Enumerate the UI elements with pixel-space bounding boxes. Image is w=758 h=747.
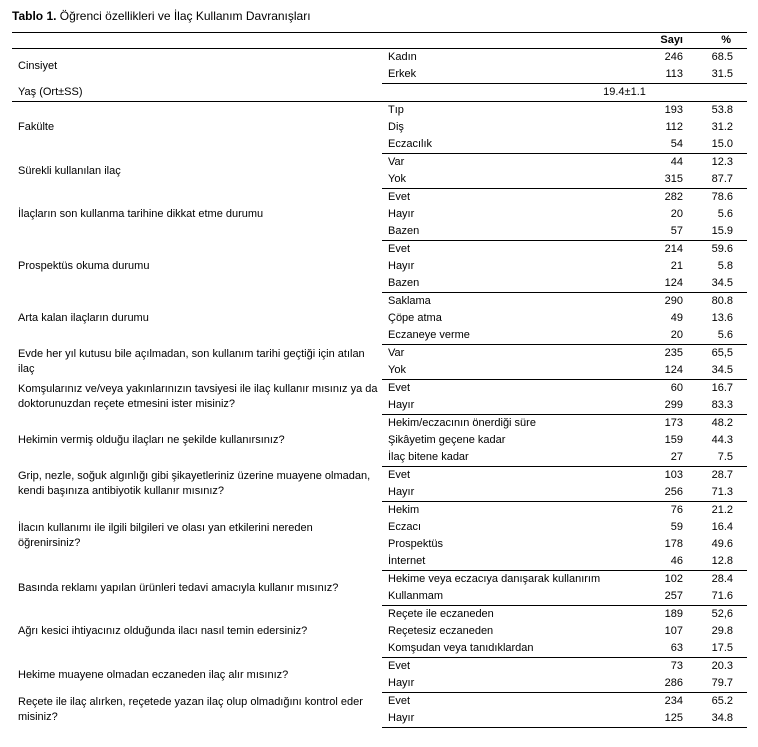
count-cell: 112 xyxy=(665,121,683,133)
table-row-group xyxy=(12,415,747,467)
option-cell: Hayır xyxy=(382,397,637,415)
percent-cell: 65,5 xyxy=(711,347,733,359)
percent-cell: 16.7 xyxy=(711,382,733,394)
option-cell: Diş xyxy=(388,121,404,133)
count-cell: 193 xyxy=(664,104,683,116)
percent-cell: 16.4 xyxy=(711,521,733,533)
table-row xyxy=(12,571,747,589)
count-cell: 113 xyxy=(637,66,693,84)
count-cell: 59 xyxy=(670,521,683,533)
count-cell: 235 xyxy=(664,347,683,359)
table-row xyxy=(12,693,747,711)
table-row xyxy=(12,658,747,676)
percent-cell: 87.7 xyxy=(693,171,747,189)
percent-cell: 59.6 xyxy=(711,243,733,255)
option-cell: Bazen xyxy=(382,223,637,241)
table-row xyxy=(12,49,747,67)
question-cell: Komşularınız ve/veya yakınlarınızın tavsiyesi ile ilaç kullanır mısınız ya da doktorunuzdan reçete etmesini ister misiniz? xyxy=(18,383,378,410)
question-cell: Reçete ile ilaç alırken, reçetede yazan ilaç olup olmadığını kontrol eder misiniz? xyxy=(18,696,363,723)
table-row-group xyxy=(12,693,747,728)
percent-cell: 12.3 xyxy=(711,156,733,168)
option-cell: Komşudan veya tanıdıklardan xyxy=(382,640,637,658)
option-cell: Şikâyetim geçene kadar xyxy=(388,434,506,446)
table-title xyxy=(12,8,746,24)
option-cell: Bazen xyxy=(382,275,637,293)
option-cell: Saklama xyxy=(388,295,431,307)
count-cell: 107 xyxy=(664,625,683,637)
table-row-group xyxy=(12,467,747,502)
option-cell: Evet xyxy=(388,191,411,203)
header-percent: % xyxy=(693,33,747,49)
count-cell: 178 xyxy=(664,538,683,550)
percent-cell: 34.8 xyxy=(693,710,747,728)
percent-cell: 29.8 xyxy=(711,625,733,637)
count-cell: 73 xyxy=(670,660,683,672)
option-cell: Hayır xyxy=(388,208,415,220)
count-cell: 299 xyxy=(637,397,693,415)
percent-cell: 80.8 xyxy=(711,295,733,307)
option-cell: Reçetesiz eczaneden xyxy=(388,625,494,637)
question-cell: Cinsiyet xyxy=(18,59,58,72)
option-cell: Hekime veya eczacıya danışarak kullanırım xyxy=(388,573,601,585)
option-cell: Yok xyxy=(382,362,637,380)
option-cell: Tıp xyxy=(388,104,404,116)
count-cell: 54 xyxy=(637,136,693,154)
option-cell: Evet xyxy=(388,243,411,255)
count-cell: 290 xyxy=(664,295,683,307)
percent-cell: 12.8 xyxy=(693,553,747,571)
table-row-group xyxy=(12,380,747,415)
table-row-group xyxy=(12,571,747,606)
count-cell: 57 xyxy=(637,223,693,241)
percent-cell: 13.6 xyxy=(711,312,733,324)
count-cell: 103 xyxy=(664,469,683,481)
percent-cell: 79.7 xyxy=(693,675,747,693)
header-empty-option xyxy=(382,33,637,49)
question-cell: Evde her yıl kutusu bile açılmadan, son kullanım tarihi geçtiği için atılan ilaç xyxy=(18,348,365,375)
count-cell: 173 xyxy=(664,417,683,429)
count-cell: 21 xyxy=(670,260,683,272)
table-row-group xyxy=(12,49,747,84)
count-cell: 214 xyxy=(664,243,683,255)
percent-cell: 28.7 xyxy=(711,469,733,481)
option-cell: Eczaneye verme xyxy=(382,327,637,345)
option-cell: Var xyxy=(388,156,405,168)
table-row-group xyxy=(12,502,747,571)
option-cell: Reçete ile eczaneden xyxy=(388,608,494,620)
percent-cell: 15.0 xyxy=(693,136,747,154)
percent-cell: 5.6 xyxy=(693,327,747,345)
table-header xyxy=(12,33,747,49)
option-cell: Evet xyxy=(388,469,411,481)
percent-cell: 7.5 xyxy=(693,449,747,467)
option-cell: Hekim/eczacının önerdiği süre xyxy=(388,417,536,429)
data-table xyxy=(12,32,747,728)
count-cell: 102 xyxy=(664,573,683,585)
question-cell: Hekimin vermiş olduğu ilaçları ne şekilde kullanırsınız? xyxy=(18,434,285,446)
count-cell: 246 xyxy=(664,51,683,63)
option-cell: Hayır xyxy=(382,710,637,728)
count-cell: 49 xyxy=(670,312,683,324)
table-row xyxy=(12,102,747,120)
table-row xyxy=(12,502,747,520)
table-row-group xyxy=(12,189,747,241)
percent-cell: 71.3 xyxy=(693,484,747,502)
count-cell: 60 xyxy=(670,382,683,394)
percent-cell: 71.6 xyxy=(693,588,747,606)
count-cell: 189 xyxy=(664,608,683,620)
count-cell: 125 xyxy=(637,710,693,728)
percent-cell: 78.6 xyxy=(711,191,733,203)
table-row xyxy=(12,467,747,485)
option-cell: Eczacı xyxy=(388,521,422,533)
option-cell: Evet xyxy=(388,660,411,672)
option-cell: Yok xyxy=(382,171,637,189)
option-cell: Kullanmam xyxy=(382,588,637,606)
option-cell: Hayır xyxy=(388,260,415,272)
table-number: Tablo 1. xyxy=(12,9,57,23)
header-count: Sayı xyxy=(637,33,693,49)
percent-cell: 53.8 xyxy=(711,104,733,116)
option-cell: Evet xyxy=(388,695,411,707)
option-cell: Var xyxy=(388,347,405,359)
table-row-group xyxy=(12,84,747,102)
percent-cell: 34.5 xyxy=(693,275,747,293)
count-cell: 124 xyxy=(637,362,693,380)
table-row-group xyxy=(12,345,747,380)
question-cell: Hekime muayene olmadan eczaneden ilaç alır mısınız? xyxy=(18,668,289,681)
percent-cell: 28.4 xyxy=(711,573,733,585)
percent-cell: 49.6 xyxy=(711,538,733,550)
percent-cell: 52,6 xyxy=(711,608,733,620)
option-cell: Kadın xyxy=(388,51,417,63)
header-empty-question xyxy=(12,33,382,49)
table-row xyxy=(12,293,747,311)
question-cell: İlacın kullanımı ile ilgili bilgileri ve olası yan etkilerini nereden öğrenirsiniz? xyxy=(18,522,313,549)
count-cell: 44 xyxy=(670,156,683,168)
percent-cell: 44.3 xyxy=(711,434,733,446)
count-cell: 286 xyxy=(637,675,693,693)
percent-cell: 48.2 xyxy=(711,417,733,429)
table-row-group xyxy=(12,606,747,658)
table-row xyxy=(12,415,747,433)
option-cell: Hayır xyxy=(382,675,637,693)
percent-cell: 21.2 xyxy=(711,504,733,516)
question-cell: Arta kalan ilaçların durumu xyxy=(18,312,149,324)
table-row xyxy=(12,154,747,172)
option-cell: İnternet xyxy=(382,553,637,571)
option-cell: Çöpe atma xyxy=(388,312,442,324)
count-cell: 257 xyxy=(637,588,693,606)
table-caption: Öğrenci özellikleri ve İlaç Kullanım Davranışları xyxy=(59,9,311,23)
table-row-group xyxy=(12,658,747,693)
question-cell: Grip, nezle, soğuk algınlığı gibi şikayetleriniz üzerine muayene olmadan, kendi başınıza antibiyotik kullanır mısınız? xyxy=(18,470,371,497)
count-cell: 256 xyxy=(637,484,693,502)
option-cell: Prospektüs xyxy=(388,538,444,550)
percent-cell: 68.5 xyxy=(711,51,733,63)
percent-cell: 17.5 xyxy=(693,640,747,658)
count-cell: 282 xyxy=(664,191,683,203)
table-row xyxy=(12,606,747,624)
count-cell: 20 xyxy=(670,208,683,220)
percent-cell: 31.2 xyxy=(711,121,733,133)
percent-cell: 20.3 xyxy=(711,660,733,672)
percent-cell: 31.5 xyxy=(693,66,747,84)
question-cell: Basında reklamı yapılan ürünleri tedavi amacıyla kullanır mısınız? xyxy=(18,581,339,594)
question-cell: Sürekli kullanılan ilaç xyxy=(18,164,121,177)
question-cell: Prospektüs okuma durumu xyxy=(18,260,150,272)
table-row-group xyxy=(12,241,747,293)
table-row-group xyxy=(12,154,747,189)
percent-cell: 65.2 xyxy=(711,695,733,707)
value-cell: 19.4±1.1 xyxy=(382,84,747,102)
table-row xyxy=(12,84,747,102)
option-cell: Evet xyxy=(388,382,411,394)
count-cell: 27 xyxy=(637,449,693,467)
option-cell: İlaç bitene kadar xyxy=(382,449,637,467)
count-cell: 20 xyxy=(637,327,693,345)
table-row xyxy=(12,345,747,363)
percent-cell: 5.8 xyxy=(717,260,733,272)
table-row xyxy=(12,189,747,207)
table-row xyxy=(12,380,747,398)
percent-cell: 5.6 xyxy=(717,208,733,220)
option-cell: Eczacılık xyxy=(382,136,637,154)
question-cell: Yaş (Ort±SS) xyxy=(12,84,382,102)
count-cell: 315 xyxy=(637,171,693,189)
table-row xyxy=(12,241,747,259)
count-cell: 234 xyxy=(664,695,683,707)
option-cell: Hekim xyxy=(388,504,420,516)
count-cell: 124 xyxy=(637,275,693,293)
table-row-group xyxy=(12,102,747,154)
percent-cell: 15.9 xyxy=(693,223,747,241)
percent-cell: 83.3 xyxy=(693,397,747,415)
question-cell: Fakülte xyxy=(18,121,55,134)
question-cell: Ağrı kesici ihtiyacınız olduğunda ilacı nasıl temin edersiniz? xyxy=(18,625,308,637)
table-row-group xyxy=(12,293,747,345)
option-cell: Hayır xyxy=(382,484,637,502)
count-cell: 76 xyxy=(670,504,683,516)
option-cell: Erkek xyxy=(382,66,637,84)
percent-cell: 34.5 xyxy=(693,362,747,380)
count-cell: 46 xyxy=(637,553,693,571)
question-cell: İlaçların son kullanma tarihine dikkat etme durumu xyxy=(18,208,264,220)
count-cell: 159 xyxy=(664,434,683,446)
count-cell: 63 xyxy=(637,640,693,658)
